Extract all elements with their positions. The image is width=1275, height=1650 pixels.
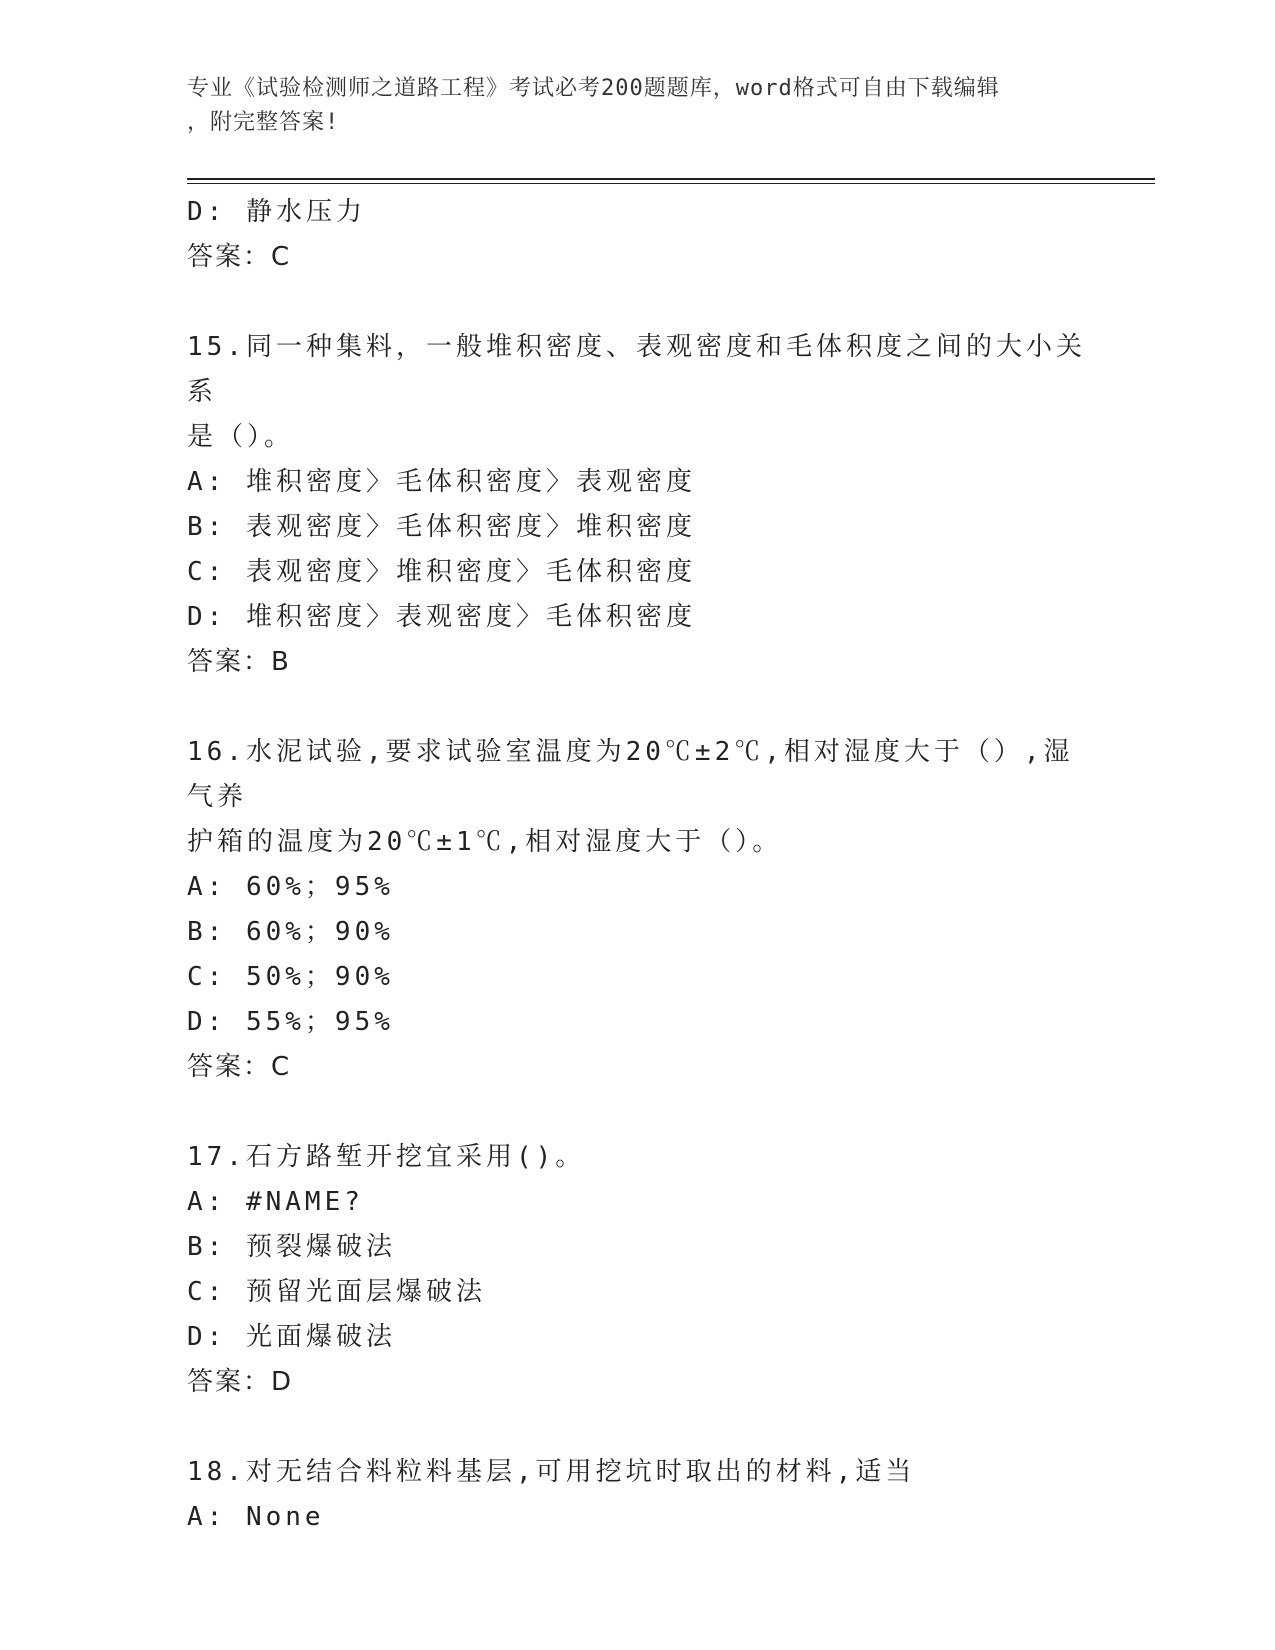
question-17 (187, 1135, 1087, 1405)
question-stem-continued: 护箱的温度为20℃±1℃,相对湿度大于（）。 (187, 827, 783, 857)
option-d: D: 静水压力 (187, 197, 366, 227)
header-divider-thick (187, 178, 1155, 180)
answer-line: 答案：D (187, 1367, 294, 1397)
option-d: D: 光面爆破法 (187, 1322, 396, 1352)
previous-question-tail (187, 190, 1087, 280)
option-b: B: 预裂爆破法 (187, 1232, 396, 1262)
option-b: B: 表观密度〉毛体积密度〉堆积密度 (187, 512, 696, 542)
question-18 (187, 1450, 1087, 1540)
option-a: A: #NAME? (187, 1187, 364, 1217)
header-divider-thin (187, 183, 1155, 184)
option-a: A: 60%；95% (187, 872, 394, 902)
option-c: C: 表观密度〉堆积密度〉毛体积密度 (187, 557, 696, 587)
answer-line: 答案：C (187, 242, 292, 272)
answer-line: 答案：B (187, 647, 291, 677)
answer-line: 答案：C (187, 1052, 292, 1082)
question-stem-continued: 是（）。 (187, 422, 295, 452)
document-body (187, 190, 1087, 1540)
option-c: C: 50%；90% (187, 962, 394, 992)
question-16 (187, 730, 1087, 1090)
question-stem: 17.石方路堑开挖宜采用()。 (187, 1142, 586, 1172)
header-line-1: 专业《试验检测师之道路工程》考试必考200题题库，word格式可自由下载编辑 (187, 76, 1000, 101)
option-d: D: 55%；95% (187, 1007, 394, 1037)
option-a: A: None (187, 1502, 325, 1532)
question-stem: 16.水泥试验,要求试验室温度为20℃±2℃,相对湿度大于（）,湿气养 (187, 737, 1074, 812)
option-c: C: 预留光面层爆破法 (187, 1277, 486, 1307)
option-d: D: 堆积密度〉表观密度〉毛体积密度 (187, 602, 696, 632)
header-line-2: ，附完整答案! (187, 110, 340, 135)
question-stem: 18.对无结合料粒料基层,可用挖坑时取出的材料,适当 (187, 1457, 916, 1487)
option-a: A: 堆积密度〉毛体积密度〉表观密度 (187, 467, 696, 497)
question-15 (187, 325, 1087, 685)
option-b: B: 60%；90% (187, 917, 394, 947)
document-header (187, 72, 1087, 140)
question-stem: 15.同一种集料，一般堆积密度、表观密度和毛体积度之间的大小关系 (187, 332, 1086, 407)
